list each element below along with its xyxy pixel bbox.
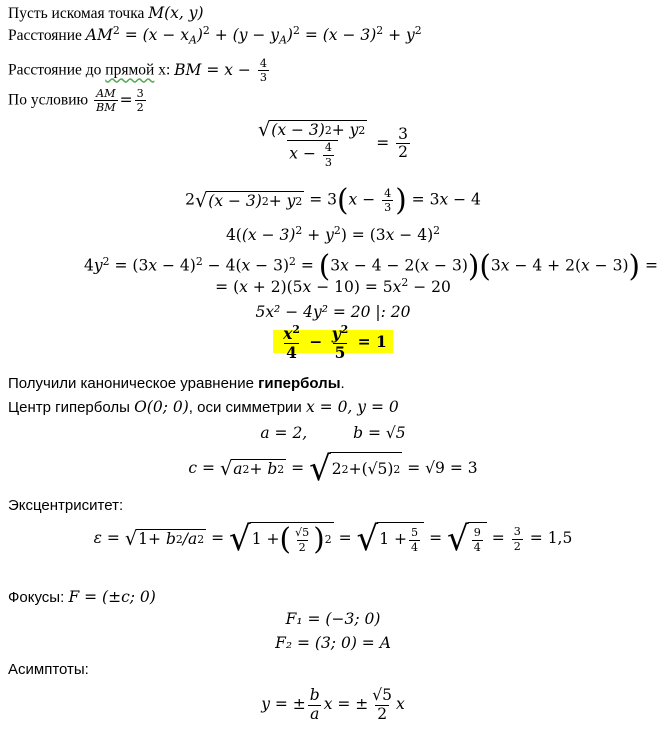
text: x: (154, 61, 171, 79)
line-point (8, 6, 204, 22)
line-center (8, 400, 399, 416)
text: Фокусы: (8, 589, 65, 606)
text: . (340, 375, 345, 392)
equation-ab (0, 426, 666, 442)
line-condition (8, 88, 148, 113)
formula: O(0; 0) (134, 398, 189, 416)
formula-ratio: $\frac{AM}{BM}$ = $\frac{3}{2}$ (96, 87, 144, 115)
text: По условию (8, 91, 89, 109)
text: Пусть искомая точка (8, 5, 145, 22)
equation-eccentricity: ε = √ 1 + b 2 /a 2 = √ 1 + ( $\frac{√5}{2}$ ) 2 = √ 1 + $\frac{5}{4}$ = √ $\frac{9}{4}$ = $\frac{3}{2}$ = 1,5 (93, 519, 573, 559)
equation-canonical: $\frac{x^2}{4}$ − $\frac{y^2}{5}$ = 1 (0, 326, 666, 360)
equation-ratio: √ (x − 3) 2 + y 2 x − $\frac{4}{3}$ = $\frac{3}{2}$ (257, 118, 409, 169)
line-foci (8, 590, 156, 606)
equation-f1: F₁ = (−3; 0) (285, 610, 381, 628)
formula-am: $AM^2 = (x - x_A)^2 + (y - y_A)^2 = (x - 3)^2 + y^2$ (85, 24, 422, 47)
text-bold: гиперболы (258, 375, 341, 392)
text: , оси симметрии (188, 399, 302, 416)
formula-b: b = √5 (353, 424, 406, 442)
equation-2: 2 √ (x − 3) 2 + y 2 = 3(x − $\frac{4}{3}$ ) = 3x − 4 (185, 183, 481, 217)
equation-asymptotes: y = ± $\frac{b}{a}$ x = ± $\frac{√5}{2}$ x (261, 686, 405, 723)
equation-f2: F₂ = (3; 0) = A (275, 634, 391, 652)
equation-3: $4((x - 3)^2 + y^2) = (3x - 4)^2$ (225, 224, 441, 244)
line-asymptotes: Асимптоты: (8, 661, 89, 678)
equation-6: 5x² − 4y² = 20 |: 20 (255, 303, 411, 321)
line-canonical (8, 376, 345, 391)
text: Получили каноническое уравнение (8, 375, 259, 392)
equation-5: = $(x + 2)(5x - 10) = 5x^2 - 20$ (215, 276, 451, 296)
formula: F = (±c; 0) (68, 588, 156, 606)
equation-c: c = √ a 2 + b 2 = √ 2 2 + (√5) 2 = √9 = 3 (188, 449, 478, 489)
equation-4: $4y^2 = (3x - 4)^2 - 4(x - 3)^2 = (3x - 4 - 2(x - 3))(3x - 4 + 2(x - 3))$ = (84, 249, 658, 283)
text: Центр гиперболы (8, 399, 130, 416)
line-distance-bm (8, 58, 271, 83)
line-eccentricity: Эксцентриситет: (8, 497, 124, 514)
line-distance-am (8, 24, 422, 47)
formula: M(x, y) (148, 4, 204, 22)
formula-bm: BM = x − $\frac{4}{3}$ (174, 57, 267, 85)
text: Расстояние до (8, 61, 106, 79)
text-underlined: прямой (105, 61, 155, 79)
formula-a: a = 2, (260, 424, 308, 442)
text: Расстояние (8, 27, 82, 44)
formula: x = 0, y = 0 (305, 398, 399, 416)
